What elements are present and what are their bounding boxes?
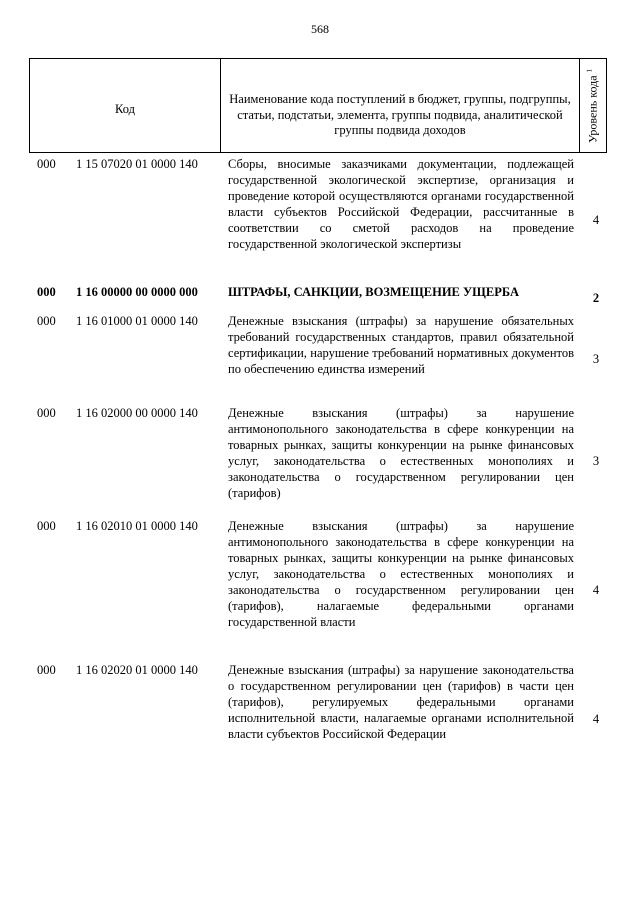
revenue-name: Денежные взыскания (штрафы) за нарушение антимонопольного законодательства в сфере конкуренции на товарных рынках, защиты конкуренции на рынке финансовых услуг, законодательства о естественных монополиях и законодательства о государственном регулировании цен (тарифов): [228, 406, 574, 500]
revenue-code: 1 16 02000 00 0000 140: [76, 406, 198, 420]
admin-code: 000: [37, 285, 56, 299]
revenue-code: 1 16 01000 01 0000 140: [76, 314, 198, 328]
admin-code: 000: [37, 314, 56, 328]
header-name: Наименование кода поступлений в бюджет, группы, подгруппы, статьи, подстатьи, элемента, группы подвида, аналитической группы подвида доходов: [221, 59, 580, 152]
code-level: 3: [592, 352, 600, 366]
revenue-name: Денежные взыскания (штрафы) за нарушение антимонопольного законодательства в сфере конкуренции на товарных рынках, защиты конкуренции на рынке финансовых услуг, законодательства о естественных монополиях и законодательства о государственном регулировании цен (тарифов), налагаемые федеральными органами государственной власти: [228, 519, 574, 629]
revenue-name: Денежные взыскания (штрафы) за нарушение законодательства о государственном регулировании цен (тарифов) в части цен (тарифов), регулируемых федеральными органами исполнительной власти, налагаемые органами исполнительной власти субъектов Российской Федерации: [228, 663, 574, 741]
header-level-label: Уровень кода: [585, 75, 600, 144]
code-level: 2: [592, 291, 600, 305]
revenue-name: ШТРАФЫ, САНКЦИИ, ВОЗМЕЩЕНИЕ УЩЕРБА: [228, 285, 520, 299]
revenue-code: 1 16 02010 01 0000 140: [76, 519, 198, 533]
revenue-name: Денежные взыскания (штрафы) за нарушение обязательных требований государственных стандартов, правил обязательной сертификации, нарушение требований нормативных документов по обеспечению единства измерений: [228, 314, 574, 376]
code-level: 4: [592, 712, 600, 726]
header-level-footnote: 1: [585, 68, 594, 73]
revenue-code: 1 15 07020 01 0000 140: [76, 157, 198, 171]
admin-code: 000: [37, 663, 56, 677]
code-level: 4: [592, 213, 600, 227]
header-code: Код: [30, 59, 221, 152]
revenue-name: Сборы, вносимые заказчиками документации, подлежащей государственной экологической экспертизе, организация и проведение которой осуществляются органами государственной власти субъектов Российской Федерации, рассчитанные в соответствии со сметой расходов на проведение государственной экологической экспертизы: [228, 157, 574, 251]
page-number: 568: [311, 22, 329, 36]
admin-code: 000: [37, 519, 56, 533]
code-level: 3: [592, 454, 600, 468]
admin-code: 000: [37, 157, 56, 171]
code-level: 4: [592, 583, 600, 597]
admin-code: 000: [37, 406, 56, 420]
revenue-code: 1 16 00000 00 0000 000: [76, 285, 198, 299]
revenue-code: 1 16 02020 01 0000 140: [76, 663, 198, 677]
